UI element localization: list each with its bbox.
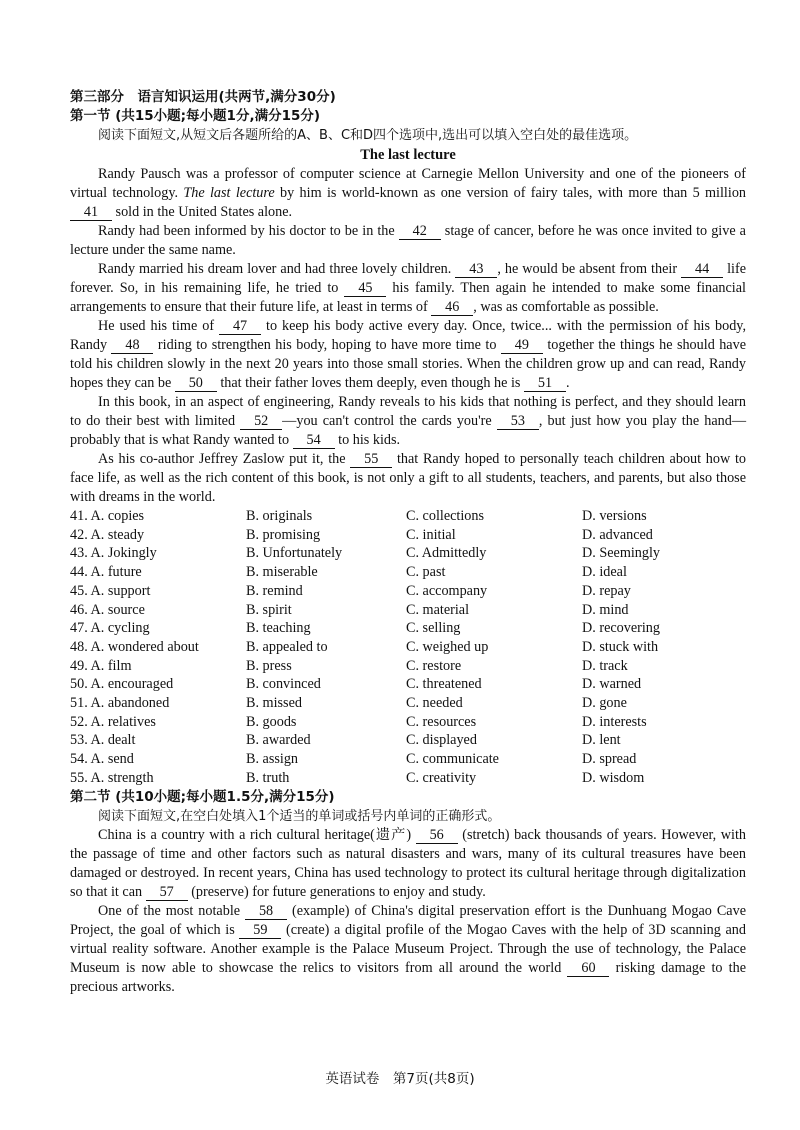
option-choice[interactable]: D. spread bbox=[582, 751, 637, 768]
option-row bbox=[70, 601, 746, 620]
option-choice[interactable]: 51. A. abandoned bbox=[70, 695, 170, 712]
option-choice[interactable]: C. displayed bbox=[406, 732, 477, 749]
option-choice[interactable]: 47. A. cycling bbox=[70, 620, 150, 637]
text-segment: sold in the United States alone. bbox=[112, 204, 293, 220]
blank-58[interactable]: 58 bbox=[245, 904, 287, 920]
blank-51[interactable]: 51 bbox=[524, 376, 566, 392]
option-choice[interactable]: D. interests bbox=[582, 713, 647, 730]
text-segment: life forever. So, in his remaining life, he tried to bbox=[70, 261, 746, 296]
text-segment: that Randy hoped to personally teach children about how to face life, as well as the rich content of this book, is not only a gift to all students, teachers, and parents, but also those with dreams in the world. bbox=[70, 451, 746, 505]
section2-header: 第二节 (共10小题;每小题1.5分,满分15分) bbox=[70, 788, 335, 805]
options-table bbox=[70, 507, 746, 788]
text-segment: China is a country with a rich cultural heritage(遗产) bbox=[98, 826, 416, 843]
option-choice[interactable]: B. goods bbox=[246, 713, 297, 730]
option-choice[interactable]: B. remind bbox=[246, 582, 303, 599]
cloze-passage bbox=[70, 165, 746, 507]
option-choice[interactable]: C. accompany bbox=[406, 582, 488, 599]
option-choice[interactable]: C. weighed up bbox=[406, 638, 489, 655]
blank-43[interactable]: 43 bbox=[455, 262, 497, 278]
text-segment: In this book, in an aspect of engineering, Randy reveals to his kids that nothing is perfect, and they should learn to do their best with limited bbox=[70, 394, 746, 429]
option-row bbox=[70, 657, 746, 676]
option-choice[interactable]: 43. A. Jokingly bbox=[70, 545, 157, 562]
text-segment: (preserve) for future generations to enjoy and study. bbox=[187, 883, 486, 900]
text-segment: He used his time of bbox=[98, 318, 220, 334]
option-choice[interactable]: 41. A. copies bbox=[70, 508, 145, 524]
option-choice[interactable]: B. promising bbox=[246, 526, 321, 543]
text-segment: to his kids. bbox=[334, 432, 401, 448]
blank-60[interactable]: 60 bbox=[567, 961, 609, 977]
option-choice[interactable]: B. missed bbox=[246, 695, 302, 712]
option-choice[interactable]: C. threatened bbox=[406, 676, 482, 693]
section1-header: 第一节 (共15小题;每小题1分,满分15分) bbox=[70, 108, 321, 124]
part3-header: 第三部分 语言知识运用(共两节,满分30分) bbox=[70, 89, 336, 105]
text-segment: , was as comfortable as possible. bbox=[473, 299, 659, 315]
text-segment: , but just how you play the hand—probably that is what Randy wanted to bbox=[70, 413, 747, 448]
option-choice[interactable]: B. originals bbox=[246, 508, 313, 524]
text-segment: . bbox=[565, 375, 570, 391]
option-choice[interactable]: C. collections bbox=[406, 508, 485, 524]
text-segment: —you can't control the cards you're bbox=[282, 413, 497, 429]
option-choice[interactable]: B. awarded bbox=[246, 732, 311, 749]
paragraph bbox=[70, 450, 746, 507]
option-choice[interactable]: B. truth bbox=[246, 769, 290, 786]
text-segment: to keep his body active every day. Once, twice... with the permission of his body, Randy bbox=[70, 318, 747, 353]
text-segment: stage of cancer, before he was once invited to give a lecture under the same name. bbox=[70, 223, 746, 258]
text-segment: riding to strengthen his body, hoping to have more time to bbox=[153, 337, 501, 353]
paragraph bbox=[70, 826, 746, 902]
option-choice[interactable]: 45. A. support bbox=[70, 582, 151, 599]
option-choice[interactable]: C. creativity bbox=[406, 769, 477, 786]
text-segment: As his co-author Jeffrey Zaslow put it, the bbox=[98, 451, 351, 467]
option-choice[interactable]: C. restore bbox=[406, 657, 462, 674]
option-row bbox=[70, 507, 746, 526]
option-choice[interactable]: 48. A. wondered about bbox=[70, 638, 199, 655]
option-choice[interactable]: D. warned bbox=[582, 676, 642, 693]
paragraph bbox=[70, 222, 746, 260]
option-choice[interactable]: 52. A. relatives bbox=[70, 713, 156, 730]
option-choice[interactable]: D. versions bbox=[582, 508, 647, 524]
blank-56[interactable]: 56 bbox=[416, 828, 458, 844]
option-choice[interactable]: D. recovering bbox=[582, 620, 660, 637]
option-choice[interactable]: B. miserable bbox=[246, 564, 318, 581]
option-row bbox=[70, 675, 746, 694]
option-choice[interactable]: 42. A. steady bbox=[70, 526, 145, 543]
option-choice[interactable]: D. advanced bbox=[582, 526, 653, 543]
blank-41[interactable]: 41 bbox=[70, 205, 112, 221]
paragraph bbox=[70, 393, 746, 450]
option-row bbox=[70, 544, 746, 563]
option-choice[interactable]: B. spirit bbox=[246, 601, 292, 618]
option-choice[interactable]: 50. A. encouraged bbox=[70, 676, 174, 693]
text-segment: , he would be absent from their bbox=[497, 261, 682, 277]
text-segment: together the things he should have told his children slowly in the next 20 years into those small stories. When the children grow up and can read, Randy hopes they can be bbox=[70, 337, 746, 391]
option-row bbox=[70, 619, 746, 638]
text-segment: that their father loves them deeply, even though he is bbox=[216, 375, 524, 391]
text-segment: (create) a digital profile of the Mogao Caves with the help of 3D scanning and virtual reality software. Another example is the Palace Museum Project. Through the use of technology, the Palace Museum is now able to showcase the relics to visitors from all around the world bbox=[70, 921, 746, 976]
option-row bbox=[70, 694, 746, 713]
option-choice[interactable]: 53. A. dealt bbox=[70, 732, 136, 749]
option-choice[interactable]: C. needed bbox=[406, 695, 463, 712]
blank-46[interactable]: 46 bbox=[431, 300, 473, 316]
section1-instruction: 阅读下面短文,从短文后各题所给的A、B、C和D四个选项中,选出可以填入空白处的最佳选项。 bbox=[98, 128, 638, 143]
option-choice[interactable]: C. resources bbox=[406, 713, 477, 730]
text-segment: Randy Pausch was a professor of computer science at Carnegie Mellon University and one of the pioneers of virtual technology. bbox=[70, 166, 746, 201]
option-choice[interactable]: 54. A. send bbox=[70, 751, 134, 768]
option-row bbox=[70, 526, 746, 545]
page-footer: 英语试卷 第7页(共8页) bbox=[325, 1071, 475, 1087]
option-row bbox=[70, 750, 746, 769]
blank-55[interactable]: 55 bbox=[350, 452, 392, 468]
option-choice[interactable]: C. Admittedly bbox=[406, 545, 487, 562]
blank-50[interactable]: 50 bbox=[175, 376, 217, 392]
text-segment: risking damage to the precious artworks. bbox=[70, 959, 746, 995]
option-choice[interactable]: 55. A. strength bbox=[70, 769, 154, 786]
option-row bbox=[70, 638, 746, 657]
option-choice[interactable]: B. assign bbox=[246, 751, 299, 768]
blank-52[interactable]: 52 bbox=[240, 414, 282, 430]
option-choice[interactable]: D. mind bbox=[582, 601, 629, 618]
exam-page bbox=[70, 88, 746, 997]
option-choice[interactable]: D. gone bbox=[582, 695, 627, 712]
option-choice[interactable]: D. stuck with bbox=[582, 638, 659, 655]
option-choice[interactable]: D. Seemingly bbox=[582, 545, 661, 562]
blank-48[interactable]: 48 bbox=[111, 338, 153, 354]
section2-instruction: 阅读下面短文,在空白处填入1个适当的单词或括号内单词的正确形式。 bbox=[98, 808, 501, 824]
option-choice[interactable]: B. press bbox=[246, 657, 292, 674]
option-choice[interactable]: 46. A. source bbox=[70, 601, 145, 618]
blank-42[interactable]: 42 bbox=[399, 224, 441, 240]
text-segment: his family. Then again he intended to make some financial arrangements to ensure that their future life, at least in terms of bbox=[70, 280, 746, 315]
paragraph bbox=[70, 260, 746, 317]
option-row bbox=[70, 769, 746, 788]
option-row bbox=[70, 563, 746, 582]
passage-title: The last lecture bbox=[360, 147, 456, 163]
option-choice[interactable]: B. appealed to bbox=[246, 638, 328, 655]
option-choice[interactable]: 49. A. film bbox=[70, 657, 132, 674]
book-title: The last lecture bbox=[183, 185, 275, 201]
blank-59[interactable]: 59 bbox=[239, 923, 281, 939]
option-choice[interactable]: C. initial bbox=[406, 526, 456, 543]
option-choice[interactable]: C. material bbox=[406, 601, 470, 618]
blank-53[interactable]: 53 bbox=[497, 414, 539, 430]
option-choice[interactable]: 44. A. future bbox=[70, 564, 142, 581]
option-choice[interactable]: D. track bbox=[582, 657, 628, 674]
option-choice[interactable]: B. convinced bbox=[246, 676, 321, 693]
text-segment: Randy married his dream lover and had three lovely children. bbox=[98, 261, 456, 277]
option-choice[interactable]: C. communicate bbox=[406, 751, 499, 768]
option-choice[interactable]: D. repay bbox=[582, 582, 631, 599]
text-segment: (stretch) back thousands of years. However, with the passage of time and other factors such as natural disasters and wars, many of its cultural treasures have been damaged or destroyed. In recent years, China has used technology to protect its cultural heritage through digitalization so that it can bbox=[70, 826, 746, 900]
option-choice[interactable]: C. selling bbox=[406, 620, 461, 637]
paragraph bbox=[70, 165, 746, 222]
option-choice[interactable]: C. past bbox=[406, 564, 446, 581]
option-choice[interactable]: B. Unfortunately bbox=[246, 545, 343, 562]
option-choice[interactable]: D. wisdom bbox=[582, 769, 645, 786]
paragraph bbox=[70, 317, 746, 393]
option-choice[interactable]: B. teaching bbox=[246, 620, 311, 637]
blank-49[interactable]: 49 bbox=[501, 338, 543, 354]
blank-57[interactable]: 57 bbox=[146, 885, 188, 901]
option-row bbox=[70, 582, 746, 601]
blank-54[interactable]: 54 bbox=[293, 433, 335, 449]
grammar-fill-passage bbox=[70, 826, 746, 997]
blank-45[interactable]: 45 bbox=[344, 281, 386, 297]
option-choice[interactable]: D. ideal bbox=[582, 564, 627, 581]
paragraph bbox=[70, 902, 746, 997]
text-segment: (example) of China's digital preservation effort is the Dunhuang Mogao Cave Project, the goal of which is bbox=[70, 902, 746, 938]
text-segment: One of the most notable bbox=[98, 902, 246, 919]
option-choice[interactable]: D. lent bbox=[582, 732, 621, 749]
text-segment: by him is world-known as one version of fairy tales, with more than 5 million bbox=[274, 185, 747, 201]
blank-47[interactable]: 47 bbox=[219, 319, 261, 335]
option-row bbox=[70, 713, 746, 732]
blank-44[interactable]: 44 bbox=[681, 262, 723, 278]
text-segment: Randy had been informed by his doctor to be in the bbox=[98, 223, 399, 239]
option-row bbox=[70, 731, 746, 750]
